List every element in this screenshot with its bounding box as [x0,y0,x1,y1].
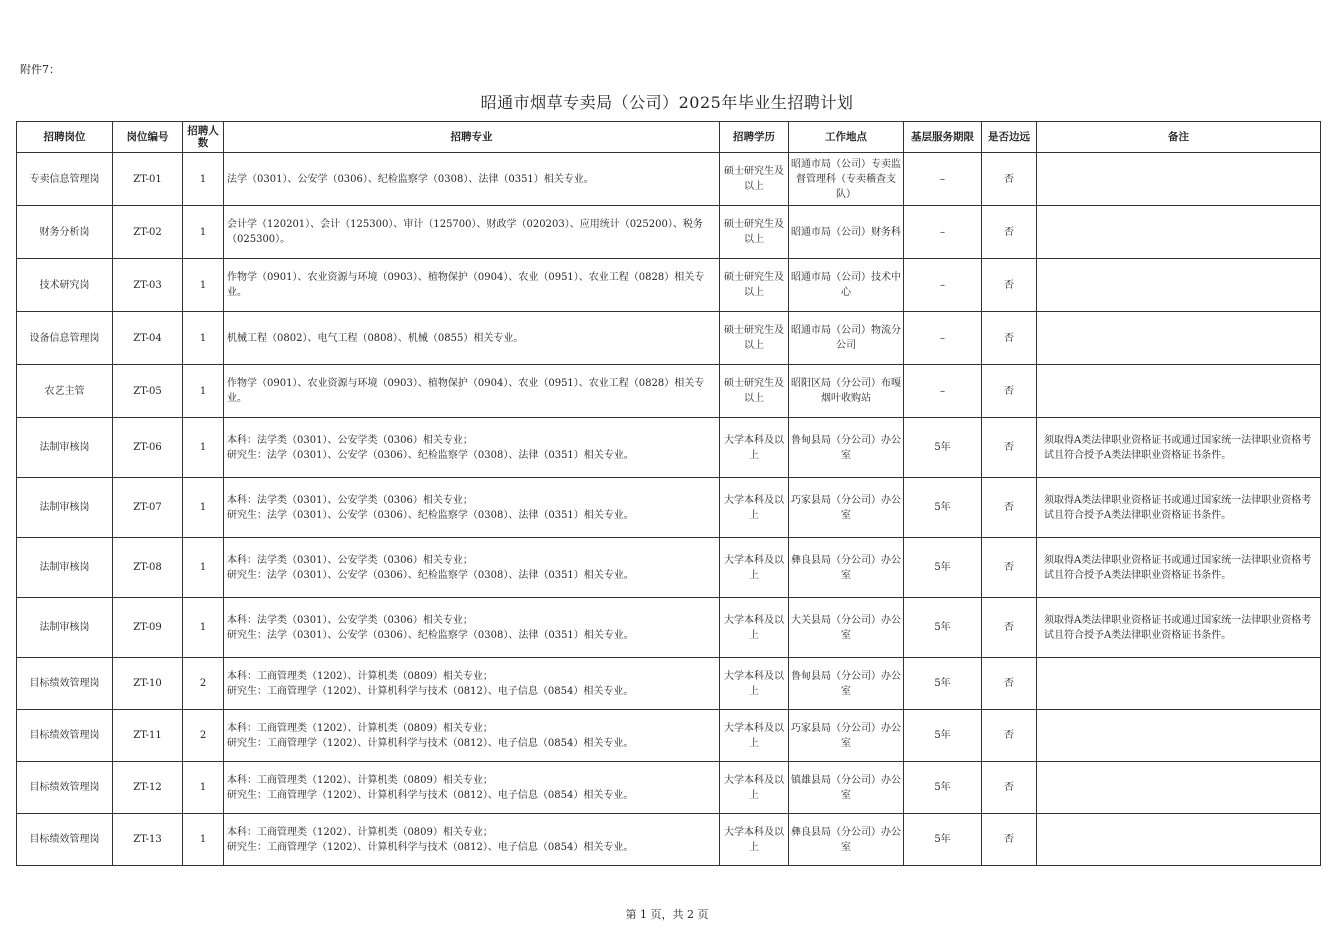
note-cell [1037,259,1321,312]
position-cell: 目标绩效管理岗 [17,710,113,762]
service-term-cell: 5年 [904,538,982,598]
note-cell [1037,312,1321,365]
header-code: 岗位编号 [113,122,183,153]
count-cell: 1 [183,762,224,814]
note-cell: 须取得A类法律职业资格证书或通过国家统一法律职业资格考试且符合授予A类法律职业资格证书条件。 [1037,598,1321,658]
code-cell: ZT-07 [113,478,183,538]
location-cell: 大关县局（分公司）办公室 [789,598,904,658]
major-cell: 作物学（0901）、农业资源与环境（0903）、植物保护（0904）、农业（0951）、农业工程（0828）相关专业。 [224,365,720,418]
count-cell: 1 [183,153,224,206]
position-cell: 目标绩效管理岗 [17,658,113,710]
table-row [17,710,1321,762]
code-cell: ZT-11 [113,710,183,762]
remote-cell: 否 [982,658,1037,710]
education-cell: 大学本科及以上 [720,418,789,478]
service-term-cell: – [904,259,982,312]
position-cell: 专卖信息管理岗 [17,153,113,206]
major-cell: 本科：工商管理类（1202）、计算机类（0809）相关专业； 研究生：工商管理学（1202）、计算机科学与技术（0812）、电子信息（0854）相关专业。 [224,762,720,814]
location-cell: 巧家县局（分公司）办公室 [789,710,904,762]
code-cell: ZT-01 [113,153,183,206]
position-cell: 设备信息管理岗 [17,312,113,365]
education-cell: 硕士研究生及以上 [720,312,789,365]
location-cell: 彝良县局（分公司）办公室 [789,814,904,866]
position-cell: 目标绩效管理岗 [17,762,113,814]
major-cell: 本科：法学类（0301）、公安学类（0306）相关专业； 研究生：法学（0301）、公安学（0306）、纪检监察学（0308）、法律（0351）相关专业。 [224,418,720,478]
count-cell: 1 [183,418,224,478]
position-cell: 法制审核岗 [17,538,113,598]
location-cell: 鲁甸县局（分公司）办公室 [789,658,904,710]
service-term-cell: – [904,365,982,418]
position-cell: 目标绩效管理岗 [17,814,113,866]
code-cell: ZT-02 [113,206,183,259]
major-cell: 机械工程（0802）、电气工程（0808）、机械（0855）相关专业。 [224,312,720,365]
code-cell: ZT-09 [113,598,183,658]
code-cell: ZT-06 [113,418,183,478]
code-cell: ZT-05 [113,365,183,418]
table-row [17,153,1321,206]
position-cell: 法制审核岗 [17,598,113,658]
remote-cell: 否 [982,478,1037,538]
location-cell: 镇雄县局（分公司）办公室 [789,762,904,814]
service-term-cell: 5年 [904,478,982,538]
note-cell [1037,814,1321,866]
major-cell: 作物学（0901）、农业资源与环境（0903）、植物保护（0904）、农业（0951）、农业工程（0828）相关专业。 [224,259,720,312]
location-cell: 彝良县局（分公司）办公室 [789,538,904,598]
position-cell: 农艺主管 [17,365,113,418]
major-cell: 本科：工商管理类（1202）、计算机类（0809）相关专业； 研究生：工商管理学（1202）、计算机科学与技术（0812）、电子信息（0854）相关专业。 [224,658,720,710]
header-major: 招聘专业 [224,122,720,153]
education-cell: 大学本科及以上 [720,710,789,762]
location-cell: 昭通市局（公司）财务科 [789,206,904,259]
major-cell: 本科：工商管理类（1202）、计算机类（0809）相关专业； 研究生：工商管理学（1202）、计算机科学与技术（0812）、电子信息（0854）相关专业。 [224,710,720,762]
remote-cell: 否 [982,598,1037,658]
service-term-cell: – [904,153,982,206]
education-cell: 硕士研究生及以上 [720,259,789,312]
count-cell: 1 [183,478,224,538]
remote-cell: 否 [982,206,1037,259]
page-footer: 第 1 页，共 2 页 [625,908,709,921]
service-term-cell: 5年 [904,598,982,658]
note-cell [1037,658,1321,710]
header-position: 招聘岗位 [17,122,113,153]
table-row [17,259,1321,312]
location-cell: 昭通市局（公司）技术中心 [789,259,904,312]
education-cell: 硕士研究生及以上 [720,365,789,418]
education-cell: 大学本科及以上 [720,478,789,538]
header-service-term: 基层服务期限 [904,122,982,153]
table-row [17,365,1321,418]
header-count: 招聘人数 [183,122,224,153]
count-cell: 1 [183,365,224,418]
position-cell: 法制审核岗 [17,478,113,538]
count-cell: 1 [183,814,224,866]
count-cell: 1 [183,598,224,658]
note-cell [1037,762,1321,814]
header-note: 备注 [1037,122,1321,153]
education-cell: 大学本科及以上 [720,538,789,598]
position-cell: 法制审核岗 [17,418,113,478]
code-cell: ZT-04 [113,312,183,365]
code-cell: ZT-03 [113,259,183,312]
remote-cell: 否 [982,312,1037,365]
recruitment-plan-table [16,121,1321,866]
education-cell: 硕士研究生及以上 [720,153,789,206]
code-cell: ZT-08 [113,538,183,598]
count-cell: 1 [183,259,224,312]
major-cell: 本科：法学类（0301）、公安学类（0306）相关专业； 研究生：法学（0301）、公安学（0306）、纪检监察学（0308）、法律（0351）相关专业。 [224,598,720,658]
count-cell: 2 [183,710,224,762]
code-cell: ZT-10 [113,658,183,710]
note-cell [1037,153,1321,206]
major-cell: 本科：法学类（0301）、公安学类（0306）相关专业； 研究生：法学（0301）、公安学（0306）、纪检监察学（0308）、法律（0351）相关专业。 [224,478,720,538]
note-cell [1037,206,1321,259]
education-cell: 硕士研究生及以上 [720,206,789,259]
table-row [17,762,1321,814]
education-cell: 大学本科及以上 [720,814,789,866]
count-cell: 1 [183,312,224,365]
position-cell: 财务分析岗 [17,206,113,259]
remote-cell: 否 [982,814,1037,866]
header-location: 工作地点 [789,122,904,153]
service-term-cell: 5年 [904,814,982,866]
service-term-cell: 5年 [904,658,982,710]
count-cell: 1 [183,206,224,259]
remote-cell: 否 [982,538,1037,598]
major-cell: 本科：工商管理类（1202）、计算机类（0809）相关专业； 研究生：工商管理学（1202）、计算机科学与技术（0812）、电子信息（0854）相关专业。 [224,814,720,866]
header-education: 招聘学历 [720,122,789,153]
education-cell: 大学本科及以上 [720,598,789,658]
table-row [17,418,1321,478]
note-cell: 须取得A类法律职业资格证书或通过国家统一法律职业资格考试且符合授予A类法律职业资格证书条件。 [1037,478,1321,538]
service-term-cell: – [904,206,982,259]
count-cell: 2 [183,658,224,710]
major-cell: 会计学（120201）、会计（125300）、审计（125700）、财政学（020203）、应用统计（025200）、税务（025300）。 [224,206,720,259]
table-header-row [17,122,1321,153]
note-cell [1037,710,1321,762]
remote-cell: 否 [982,365,1037,418]
table-row [17,658,1321,710]
location-cell: 昭通市局（公司）专卖监督管理科（专卖稽查支队） [789,153,904,206]
count-cell: 1 [183,538,224,598]
location-cell: 鲁甸县局（分公司）办公室 [789,418,904,478]
remote-cell: 否 [982,710,1037,762]
note-cell: 须取得A类法律职业资格证书或通过国家统一法律职业资格考试且符合授予A类法律职业资格证书条件。 [1037,538,1321,598]
position-cell: 技术研究岗 [17,259,113,312]
code-cell: ZT-12 [113,762,183,814]
table-row [17,206,1321,259]
service-term-cell: – [904,312,982,365]
note-cell: 须取得A类法律职业资格证书或通过国家统一法律职业资格考试且符合授予A类法律职业资格证书条件。 [1037,418,1321,478]
remote-cell: 否 [982,762,1037,814]
table-row [17,814,1321,866]
location-cell: 昭阳区局（分公司）布嘎烟叶收购站 [789,365,904,418]
table-row [17,538,1321,598]
remote-cell: 否 [982,418,1037,478]
service-term-cell: 5年 [904,762,982,814]
table-row [17,598,1321,658]
location-cell: 巧家县局（分公司）办公室 [789,478,904,538]
major-cell: 法学（0301）、公安学（0306）、纪检监察学（0308）、法律（0351）相关专业。 [224,153,720,206]
code-cell: ZT-13 [113,814,183,866]
service-term-cell: 5年 [904,710,982,762]
education-cell: 大学本科及以上 [720,658,789,710]
page-title: 昭通市烟草专卖局（公司）2025年毕业生招聘计划 [480,93,854,112]
remote-cell: 否 [982,153,1037,206]
remote-cell: 否 [982,259,1037,312]
service-term-cell: 5年 [904,418,982,478]
attachment-label: 附件7： [20,63,60,76]
note-cell [1037,365,1321,418]
education-cell: 大学本科及以上 [720,762,789,814]
header-remote: 是否边远 [982,122,1037,153]
table-row [17,478,1321,538]
table-row [17,312,1321,365]
major-cell: 本科：法学类（0301）、公安学类（0306）相关专业； 研究生：法学（0301）、公安学（0306）、纪检监察学（0308）、法律（0351）相关专业。 [224,538,720,598]
location-cell: 昭通市局（公司）物流分公司 [789,312,904,365]
